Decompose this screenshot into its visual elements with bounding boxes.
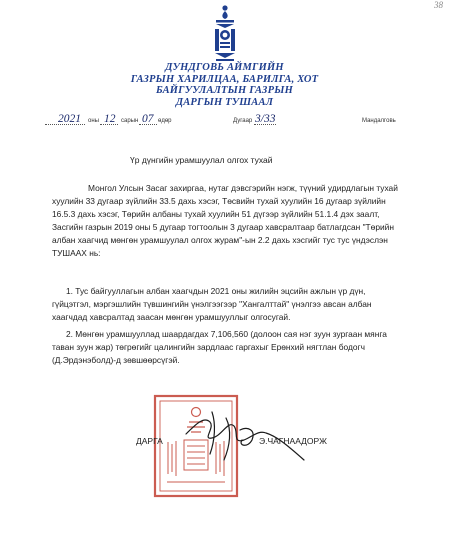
order-clause-1: 1. Тус байгууллагын албан хаагчдын 2021 оны жилийн эцсийн ажлын үр дүн, гүйцэтгэл, мэргэшлийн түвшингийн үнэлгээгээр "Хангалттай" үнэлгээ авсан албан хаагчдад хавсралтад заасан мөнгөн урамшууллыг олгосугай. — [52, 286, 372, 323]
order-year: 2021 — [58, 113, 81, 125]
order-number: 3/33 — [255, 113, 276, 125]
signatory-title: ДАРГА — [136, 436, 163, 446]
issue-place: Мандалговь — [362, 118, 396, 124]
org-line: ДУНДГОВЬ АЙМГИЙН — [165, 62, 284, 73]
month-label: сарын — [121, 118, 139, 124]
order-day: 07 — [142, 113, 154, 125]
org-line: ГАЗРЫН ХАРИЛЦАА, БАРИЛГА, ХОТ — [130, 73, 319, 85]
number-label: Дугаар — [233, 118, 253, 124]
issuing-organization — [0, 62, 449, 108]
signatory-name: Э.ЧАГНААДОРЖ — [259, 436, 327, 446]
org-line: БАЙГУУЛАЛТЫН ГАЗРЫН — [156, 85, 293, 96]
day-label: өдөр — [158, 118, 172, 124]
year-label: оны — [88, 118, 99, 124]
state-emblem-icon — [207, 4, 243, 62]
corner-page-mark: 38 — [434, 0, 443, 10]
order-clause-2: 2. Мөнгөн урамшууллад шаардагдах 7,106,560 (долоон сая нэг зуун зургаан мянга таван зуун жар) төгрөгийг цалингийн зардлаас гаргахыг Ерөнхий нягтлан бодогч (Д.Эрдэнэболд)-д зөвшөөрсүгэй. — [52, 329, 387, 366]
order-subject: Үр дүнгийн урамшуулал олгох тухай — [130, 155, 273, 165]
order-month: 12 — [104, 113, 116, 125]
preamble-paragraph: Монгол Улсын Засаг захиргаа, нутаг дэвсгэрийн нэгж, түүний удирдлагын тухай хуулийн 33 дугаар зүйлийн 33.5 дахь хэсэг, Төсвийн тухай хуулийн 16 дугаар зүйлийн 16.5.3 дахь хэсэг, Төрийн албаны тухай хуулийн 51 дүгээр зүйлийн 51.1.4 дэх заалт, Засгийн газрын 2019 оны 5 дугаар тогтоолын 3 дугаар хавсралтаар батлагдсан "Төрийн албан хаагчид мөнгөн урамшуулал олгох журам"-ын 2.2 дахь хэсгийг тус тус үндэслэн ТУШААХ нь: — [52, 183, 398, 259]
handwritten-signature — [182, 400, 310, 470]
order-meta-row — [0, 113, 449, 129]
org-line: ДАРГЫН ТУШААЛ — [175, 96, 274, 108]
